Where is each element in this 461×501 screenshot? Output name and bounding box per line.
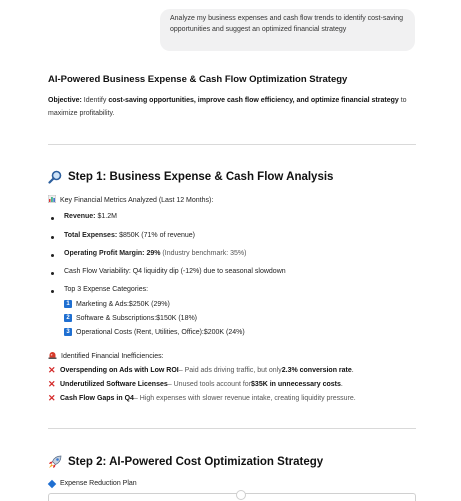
inefficiency-item (48, 365, 354, 376)
inefficiency-title: Overspending on Ads with Low ROI (60, 367, 179, 374)
metric-label: Cash Flow Variability: (64, 268, 131, 275)
bullet-dot (51, 217, 54, 220)
metric-label: Revenue: (64, 213, 96, 220)
inefficiency-end: . (340, 381, 343, 388)
metric-revenue (64, 213, 117, 220)
category-value: $200K (24%) (203, 328, 245, 336)
step1-heading (48, 170, 333, 184)
metric-label: Total Expenses: (64, 232, 118, 239)
bullet-dot (51, 254, 54, 257)
metric-cash-flow (64, 268, 286, 275)
metrics-heading (48, 195, 213, 205)
inefficiency-highlight: 2.3% conversion rate (281, 367, 352, 374)
inefficiency-detail: – High expenses with slower revenue intake, creating liquidity pressure. (133, 395, 356, 402)
step2-heading (48, 455, 323, 469)
divider (48, 428, 416, 429)
category-item (64, 300, 170, 308)
cross-mark-icon: ✕ (48, 393, 56, 403)
category-label: Operational Costs (Rent, Utilities, Office): (76, 328, 204, 336)
siren-icon (48, 351, 57, 361)
metric-total-expenses (64, 232, 195, 239)
inefficiency-detail: – Paid ads driving traffic, but only (178, 367, 282, 374)
bar-chart-icon (48, 195, 56, 205)
objective-part-2: cost-saving opportunities, improve cash flow efficiency, and optimize financial strategy (108, 97, 399, 104)
step2-title: Step 2: AI-Powered Cost Optimization Strategy (68, 456, 324, 468)
inefficiency-end: . (351, 367, 354, 374)
category-item (64, 314, 197, 322)
metric-label: Operating Profit Margin: 29% (64, 250, 161, 257)
top-categories-heading: Top 3 Expense Categories: (64, 286, 149, 293)
magnifier-icon (48, 170, 62, 184)
response-title: AI-Powered Business Expense & Cash Flow Optimization Strategy (48, 74, 348, 85)
category-value: $250K (29%) (128, 300, 170, 308)
bullet-dot (51, 272, 54, 275)
metric-value: Q4 liquidity dip (-12%) due to seasonal slowdown (130, 268, 286, 275)
inefficiency-item (48, 379, 343, 390)
divider (48, 144, 416, 145)
metrics-heading-text: Key Financial Metrics Analyzed (Last 12 Months): (60, 196, 214, 204)
keycap-2-icon: 2 (64, 314, 72, 322)
bullet-dot (51, 236, 54, 239)
step1-title: Step 1: Business Expense & Cash Flow Analysis (68, 171, 334, 183)
metric-value: $1.2M (95, 213, 117, 220)
inefficiency-detail: – Unused tools account for (167, 381, 252, 388)
objective-label: Objective: (48, 97, 82, 104)
plan-heading (48, 480, 137, 487)
blue-diamond-icon (48, 479, 56, 487)
inefficiencies-heading (48, 351, 164, 361)
inefficiency-highlight: $35K in unnecessary costs (251, 381, 341, 388)
objective-paragraph (48, 94, 408, 120)
bullet-dot (51, 290, 54, 293)
category-label: Marketing & Ads: (76, 300, 129, 308)
plan-heading-text: Expense Reduction Plan (60, 480, 137, 487)
table-frame (48, 493, 416, 501)
category-value: $150K (18%) (156, 314, 198, 322)
rocket-icon (48, 455, 62, 469)
metric-profit-margin (64, 250, 246, 257)
category-label: Software & Subscriptions: (76, 314, 157, 322)
keycap-3-icon: 3 (64, 328, 72, 336)
cross-mark-icon: ✕ (48, 365, 56, 375)
user-message-text: Analyze my business expenses and cash flow trends to identify cost-saving opportunities and suggest an optimized financial strategy (170, 15, 404, 33)
inefficiency-title: Cash Flow Gaps in Q4 (60, 395, 134, 402)
category-item (64, 328, 245, 336)
inefficiencies-heading-text: Identified Financial Inefficiencies: (61, 352, 164, 360)
keycap-1-icon: 1 (64, 300, 72, 308)
user-message-bubble (160, 9, 415, 51)
cross-mark-icon: ✕ (48, 379, 56, 389)
metric-value: $850K (71% of revenue) (117, 232, 195, 239)
objective-part-1: Identify (81, 97, 109, 104)
inefficiency-title: Underutilized Software Licenses (60, 381, 168, 388)
metric-note: (Industry benchmark: 35%) (160, 250, 247, 257)
objective-part-3: to maximize profitability. (48, 97, 407, 117)
inefficiency-item (48, 393, 356, 404)
